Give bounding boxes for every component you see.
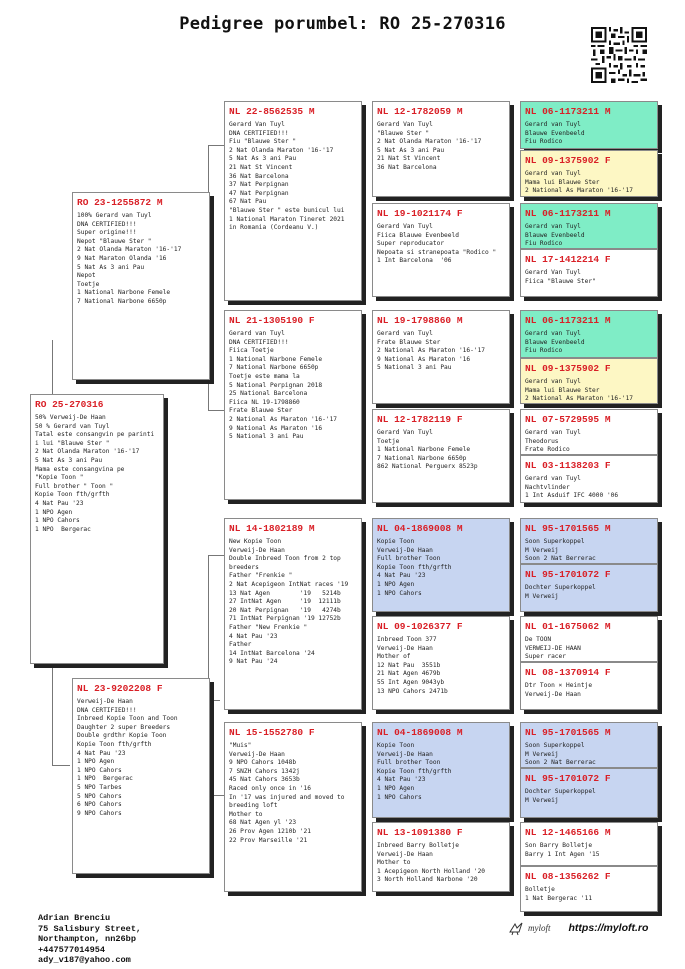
info-line: 20 Nat Perpignan '19 4274b	[229, 606, 341, 614]
subject-card[interactable]	[30, 394, 164, 664]
info-line: Tatal este consangvin pe parinti	[35, 431, 155, 439]
info-line: 21 Nat St Vincent	[229, 163, 293, 171]
info-line: Kopie Toon	[377, 538, 415, 545]
ring-number: NL 14-1802189 M	[229, 523, 315, 534]
info-line: 1 NPO Agen	[77, 758, 115, 766]
info-line: 5 National 3 ani Pau	[377, 364, 452, 372]
info-line: 2 National As Maraton '16-'17	[377, 347, 486, 355]
info-line: 9 National As Maraton '16	[377, 355, 471, 363]
info-line: 7 SNZH Cahors 1342j	[229, 767, 300, 775]
info-line: Verweij-De Haan	[377, 546, 433, 554]
info-line: 5 Nat As 3 ani Pau	[229, 155, 297, 163]
info-line: Blauwe Evenbeeld	[525, 231, 585, 239]
info-line: 4 Nat Pau '23	[77, 749, 126, 757]
info-line: Gerard van Tuyl	[229, 330, 285, 337]
owner-name: Adrian Brenciu	[38, 913, 111, 923]
ancestor-card[interactable]	[520, 409, 658, 455]
owner-city: Northampton, nn26bp	[38, 934, 136, 944]
info-line: 4 Nat Pau '23	[35, 499, 84, 507]
ancestor-card[interactable]	[520, 866, 658, 912]
info-line: Super origine!!!	[77, 229, 137, 237]
ancestor-card[interactable]	[520, 564, 658, 612]
info-line: 2 National As Maraton '16-'17	[229, 415, 338, 423]
info-line: Frate Rodico	[525, 446, 570, 454]
info-line: 5 NPO Cahors	[77, 792, 122, 800]
info-line: M Verweij	[525, 592, 559, 600]
connector	[52, 340, 53, 400]
info-line: Gerard Van Tuyl	[377, 429, 433, 436]
info-line: breeding loft	[229, 802, 278, 810]
info-line: Verweij-De Haan	[377, 850, 433, 858]
ring-number: NL 03-1138203 F	[525, 460, 611, 471]
info-line: DNA CERTIFIED!!!	[229, 338, 289, 346]
info-line: Nepot "Blauwe Ster "	[77, 237, 152, 245]
connector	[208, 555, 224, 556]
info-line: 50% Verweij-De Haan	[35, 414, 106, 421]
brand-logo-text: myloft	[528, 923, 551, 933]
info-line: Barry 1 Int Agen '15	[525, 850, 600, 858]
info-line: 2 National As Maraton '16-'17	[525, 395, 634, 403]
ancestor-card[interactable]	[520, 150, 658, 197]
info-line: Kopie Toon fth/grfth	[77, 740, 152, 748]
ring-number: NL 07-5729595 M	[525, 414, 611, 425]
ancestor-card[interactable]	[520, 662, 658, 710]
info-line: 1 NPO Bergerac	[77, 775, 133, 783]
info-line: 7 National Narbone 6650p	[377, 454, 467, 462]
ancestor-card[interactable]	[520, 203, 658, 249]
info-line: 1 National Maraton Tineret 2021	[229, 215, 345, 223]
info-line: 71 IntNat Perpignan '19 12752b	[229, 615, 341, 623]
info-line: M Verweij	[525, 546, 559, 554]
info-line: Gerard van Tuyl	[525, 429, 581, 436]
info-line: Kopie Toon fth/grfth	[377, 563, 452, 571]
info-line: Mother to	[229, 810, 263, 818]
ring-number: NL 08-1356262 F	[525, 871, 611, 882]
info-line: Fiica "Blauwe Ster"	[525, 277, 596, 285]
info-line: Father	[229, 641, 252, 649]
info-line: 26 Prov Agen 1210b '21	[229, 827, 311, 835]
info-line: Toetje	[77, 280, 100, 288]
info-line: Inbreed Toon 377	[377, 636, 437, 643]
info-line: Nepot	[77, 272, 96, 280]
info-line: 1 National Narbone Femele	[229, 355, 323, 363]
ancestor-card[interactable]	[520, 101, 658, 149]
info-line: Dochter Superkoppel	[525, 584, 596, 591]
info-line: 14 IntNat Barcelona '24	[229, 649, 315, 657]
info-line: Father "Frenkie "	[229, 572, 293, 580]
info-line: 7 National Narbone 6650p	[229, 364, 319, 372]
ancestor-card[interactable]	[520, 455, 658, 503]
father-card[interactable]	[72, 192, 210, 380]
info-line: Mother to	[377, 859, 411, 867]
owner-email: ady_v187@yahoo.com	[38, 955, 131, 965]
info-line: Verweij-De Haan	[77, 698, 133, 705]
info-line: 3 North Holland Narbone '20	[377, 876, 478, 884]
info-line: 25 National Barcelona	[229, 390, 308, 398]
connector	[52, 665, 53, 765]
connector	[208, 795, 224, 796]
pigeon-logo-icon	[508, 920, 524, 936]
info-line: 21 Nat Agen 4679b	[377, 670, 441, 678]
info-line: Fiu Rodico	[525, 138, 563, 146]
info-line: Dtr Toon × Heintje	[525, 682, 593, 689]
ring-number: NL 06-1173211 M	[525, 315, 611, 326]
info-line: 4 Nat Pau '23	[377, 776, 426, 784]
mother-card[interactable]	[72, 678, 210, 874]
ancestor-card[interactable]	[224, 101, 362, 301]
ancestor-card[interactable]	[372, 518, 510, 612]
info-line: Full brother Toon	[377, 555, 441, 563]
info-line: 67 Nat Pau	[229, 198, 267, 206]
info-line: Gerard van Tuyl	[525, 223, 581, 230]
info-line: Mama este consangvina pe	[35, 465, 125, 473]
info-line: Daughter 2 super Breeders	[77, 723, 171, 731]
info-line: DNA CERTIFIED!!!	[229, 129, 289, 137]
info-line: Gerard Van Tuyl	[377, 223, 433, 230]
ancestor-card[interactable]	[372, 616, 510, 710]
info-line: 7 National Narbone 6650p	[77, 297, 167, 305]
ring-number: NL 19-1021174 F	[377, 208, 463, 219]
info-line: 9 NPO Cahors	[77, 809, 122, 817]
info-line: 9 National As Maraton '16	[229, 424, 323, 432]
ancestor-card[interactable]	[520, 518, 658, 564]
info-line: 1 National Narbone Femele	[77, 289, 171, 297]
owner-street: 75 Salisbury Street,	[38, 923, 142, 934]
ring-number: RO 25-270316	[35, 399, 104, 410]
info-line: New Kopie Toon	[229, 538, 282, 545]
brand-url[interactable]: https://myloft.ro	[568, 922, 649, 934]
info-line: 36 Nat Barcelona	[229, 172, 289, 180]
ring-number: NL 13-1091380 F	[377, 827, 463, 838]
info-line: 12 Nat Pau 3551b	[377, 661, 441, 669]
ring-number: NL 09-1026377 F	[377, 621, 463, 632]
info-line: Gerard van Tuyl	[525, 121, 581, 128]
ancestor-card[interactable]	[520, 310, 658, 358]
info-line: Toetje este mama la	[229, 372, 300, 380]
ring-number: NL 09-1375902 F	[525, 155, 611, 166]
info-line: Verweij-De Haan	[377, 644, 433, 652]
info-line: Fiica NL 19-1798860	[229, 398, 300, 406]
info-line: VERWEIJ-DE HAAN	[525, 644, 581, 652]
ancestor-card[interactable]	[520, 249, 658, 297]
info-line: Nachtvlinder	[525, 483, 570, 491]
info-line: Gerard van Tuyl	[525, 475, 581, 482]
ring-number: NL 95-1701072 F	[525, 773, 611, 784]
info-line: Full brother Toon	[377, 759, 441, 767]
info-line: 6 NPO Cahors	[77, 801, 122, 809]
info-line: 862 National Perguerx 8523p	[377, 463, 478, 471]
info-line: Fiu Rodico	[525, 347, 563, 355]
info-line: 5 National Perpignan 2018	[229, 381, 323, 389]
ring-number: NL 06-1173211 M	[525, 106, 611, 117]
info-line: M Verweij	[525, 796, 559, 804]
info-line: 1 Int Asduif IFC 4000 '06	[525, 492, 619, 500]
info-line: DNA CERTIFIED!!!	[77, 706, 137, 714]
info-line: Son Barry Bolletje	[525, 842, 593, 849]
info-line: Fiu Rodico	[525, 240, 563, 248]
info-line: M Verweij	[525, 750, 559, 758]
info-line: 47 Nat Perpignan	[229, 189, 289, 197]
info-line: Super racer	[525, 653, 566, 661]
info-line: 4 Nat Pau '23	[229, 632, 278, 640]
info-line: "Kopie Toon "	[35, 474, 84, 482]
info-line: Blauwe Evenbeeld	[525, 129, 585, 137]
info-line: 9 Nat Maraton Olanda '16	[77, 254, 167, 262]
connector	[52, 765, 70, 766]
connector	[208, 145, 224, 146]
info-line: 5 National 3 ani Pau	[229, 433, 304, 441]
info-line: Verweij-De Haan	[377, 750, 433, 758]
info-line: Gerard van Tuyl	[525, 170, 581, 177]
info-line: 1 Nat Bergerac '11	[525, 894, 593, 902]
info-line: 1 NPO Bergerac	[35, 525, 91, 533]
info-line: Father "New Frenkie "	[229, 623, 308, 631]
info-line: In '17 was injured and moved to	[229, 793, 345, 801]
info-line: 1 NPO Agen	[377, 580, 415, 588]
info-line: Mama lui Blauwe Ster	[525, 178, 600, 186]
info-line: 55 Int Agen 9043yb	[377, 678, 445, 686]
info-line: Gerard Van Tuyl	[229, 121, 285, 128]
ancestor-card[interactable]	[520, 358, 658, 404]
info-line: 2 Nat Olanda Maraton '16-'17	[35, 448, 140, 456]
ring-number: NL 21-1305190 F	[229, 315, 315, 326]
info-line: 50 % Gerard van Tuyl	[35, 422, 110, 430]
info-line: 1 National Narbone Femele	[377, 446, 471, 454]
ancestor-card[interactable]	[520, 722, 658, 768]
ancestor-card[interactable]	[372, 203, 510, 297]
info-line: De TOON	[525, 636, 552, 643]
ring-number: NL 95-1701565 M	[525, 523, 611, 534]
info-line: 36 Nat Barcelona	[377, 163, 437, 171]
ring-number: NL 23-9202208 F	[77, 683, 163, 694]
info-line: 1 NPO Cahors	[377, 589, 422, 597]
info-line: 5 Nat As 3 ani Pau	[77, 263, 145, 271]
info-line: Soon Superkoppel	[525, 742, 585, 749]
info-line: in Romania (Cordeanu V.)	[229, 224, 319, 232]
owner-phone: +447577014954	[38, 944, 106, 955]
info-line: 21 Nat St Vincent	[377, 155, 441, 163]
qr-code-icon	[591, 27, 647, 83]
info-line: Soon Superkoppel	[525, 538, 585, 545]
info-line: "Muis"	[229, 742, 252, 749]
ancestor-card[interactable]	[372, 310, 510, 404]
info-line: 37 Nat Perpignan	[229, 181, 289, 189]
info-line: DNA CERTIFIED!!!	[77, 220, 137, 228]
ring-number: NL 04-1869008 M	[377, 523, 463, 534]
info-line: Fiu "Blauwe Ster "	[229, 138, 297, 146]
info-line: "Blauwe Ster "	[377, 129, 430, 137]
ancestor-card[interactable]	[520, 822, 658, 866]
connector	[208, 410, 224, 411]
ring-number: NL 04-1869008 M	[377, 727, 463, 738]
info-line: Theodorus	[525, 437, 559, 445]
info-line: Soon 2 Nat Berrerac	[525, 555, 596, 563]
info-line: 2 Nat Olanda Maraton '16-'17	[77, 246, 182, 254]
info-line: 1 Acepigeon North Holland '20	[377, 867, 486, 875]
ancestor-card[interactable]	[520, 616, 658, 662]
ancestor-card[interactable]	[372, 409, 510, 503]
info-line: Blauwe Evenbeeld	[525, 338, 585, 346]
info-line: Full brother " Toon "	[35, 482, 114, 490]
info-line: Double grdthr Kopie Toon	[77, 732, 167, 740]
info-line: 13 NPO Cahors 2471b	[377, 687, 448, 695]
info-line: 2 Nat Acepigeon IntNat races '19	[229, 580, 349, 588]
info-line: Inbreed Barry Bolletje	[377, 842, 459, 849]
info-line: 68 Nat Agen yl '23	[229, 819, 297, 827]
ancestor-card[interactable]	[224, 310, 362, 500]
ring-number: RO 23-1255872 M	[77, 197, 163, 208]
info-line: Bolletje	[525, 886, 555, 893]
info-line: 2 Nat Olanda Maraton '16-'17	[229, 146, 334, 154]
info-line: 1 NPO Cahors	[77, 766, 122, 774]
page-title: Pedigree porumbel: RO 25-270316	[179, 14, 506, 34]
info-line: Soon 2 Nat Berrerac	[525, 759, 596, 767]
info-line: Gerard Van Tuyl	[525, 269, 581, 276]
info-line: 4 Nat Pau '23	[377, 572, 426, 580]
info-line: Verweij-De Haan	[525, 690, 581, 698]
info-line: Gerard Van Tuyl	[377, 121, 433, 128]
info-line: Verweij-De Haan	[229, 750, 285, 758]
info-line: Fiica Toetje	[229, 347, 274, 355]
info-line: Mama lui Blauwe Ster	[525, 386, 600, 394]
ring-number: NL 12-1782059 M	[377, 106, 463, 117]
info-line: 1 NPO Cahors	[377, 793, 422, 801]
info-line: 13 Nat Agen '19 5214b	[229, 589, 341, 597]
ring-number: NL 12-1782119 F	[377, 414, 463, 425]
info-line: 5 Nat As 3 ani Pau	[35, 456, 103, 464]
ring-number: NL 95-1701565 M	[525, 727, 611, 738]
info-line: 9 NPO Cahors 1048b	[229, 759, 297, 767]
info-line: Super reproducator	[377, 240, 445, 248]
info-line: Kopie Toon fth/grfth	[35, 491, 110, 499]
info-line: Toetje	[377, 437, 400, 445]
info-line: Kopie Toon	[377, 742, 415, 749]
info-line: 27 IntNat Agen '19 12111b	[229, 598, 341, 606]
ring-number: NL 06-1173211 M	[525, 208, 611, 219]
ring-number: NL 12-1465166 M	[525, 827, 611, 838]
ancestor-card[interactable]	[372, 722, 510, 818]
ancestor-card[interactable]	[224, 518, 362, 710]
info-line: 1 NPO Agen	[35, 508, 73, 516]
info-line: 22 Prov Marseille '21	[229, 836, 308, 844]
info-line: Verweij-De Haan	[229, 546, 285, 554]
ring-number: NL 22-8562535 M	[229, 106, 315, 117]
info-line: Kopie Toon fth/grfth	[377, 767, 452, 775]
info-line: 1 NPO Cahors	[35, 517, 80, 525]
ring-number: NL 15-1552780 F	[229, 727, 315, 738]
info-line: 5 NPO Tarbes	[77, 783, 122, 791]
brand	[508, 920, 648, 936]
info-line: 2 National As Maraton '16-'17	[525, 187, 634, 195]
info-line: 2 Nat Olanda Maraton '16-'17	[377, 138, 482, 146]
info-line: Raced only once in '16	[229, 784, 311, 792]
ring-number: NL 19-1798860 M	[377, 315, 463, 326]
info-line: 45 Nat Cahors 3653b	[229, 776, 300, 784]
info-line: breeders	[229, 563, 259, 571]
ring-number: NL 09-1375902 F	[525, 363, 611, 374]
info-line: Gerard van Tuyl	[525, 378, 581, 385]
info-line: Fiica Blauwe Evenbeeld	[377, 231, 459, 239]
ring-number: NL 01-1675062 M	[525, 621, 611, 632]
info-line: Dochter Superkoppel	[525, 788, 596, 795]
info-line: Inbreed Kopie Toon and Toon	[77, 715, 178, 723]
ancestor-card[interactable]	[224, 722, 362, 892]
ancestor-card[interactable]	[520, 768, 658, 818]
info-line: Gerard van Tuyl	[525, 330, 581, 337]
info-line: Frate Blauwe Ster	[229, 407, 293, 415]
ancestor-card[interactable]	[372, 101, 510, 197]
info-line: Gerard van Tuyl	[377, 330, 433, 337]
ring-number: NL 95-1701072 F	[525, 569, 611, 580]
info-line: 1 NPO Agen	[377, 784, 415, 792]
info-line: 5 Nat As 3 ani Pau	[377, 146, 445, 154]
info-line: Nepoata si stranepoata "Rodico "	[377, 248, 497, 256]
info-line: 9 Nat Pau '24	[229, 658, 278, 666]
ring-number: NL 17-1412214 F	[525, 254, 611, 265]
info-line: "Blauwe Ster " este bunicul lui	[229, 206, 345, 214]
ring-number: NL 08-1370914 F	[525, 667, 611, 678]
info-line: 100% Gerard van Tuyl	[77, 212, 152, 219]
info-line: i lui "Blauwe Ster "	[35, 439, 110, 447]
info-line: Double Inbreed Toon from 2 top	[229, 555, 341, 563]
info-line: 1 Int Barcelona '06	[377, 257, 452, 265]
owner-contact	[38, 913, 141, 966]
info-line: Mother of	[377, 653, 411, 661]
info-line: Frate Blauwe Ster	[377, 338, 441, 346]
ancestor-card[interactable]	[372, 822, 510, 892]
